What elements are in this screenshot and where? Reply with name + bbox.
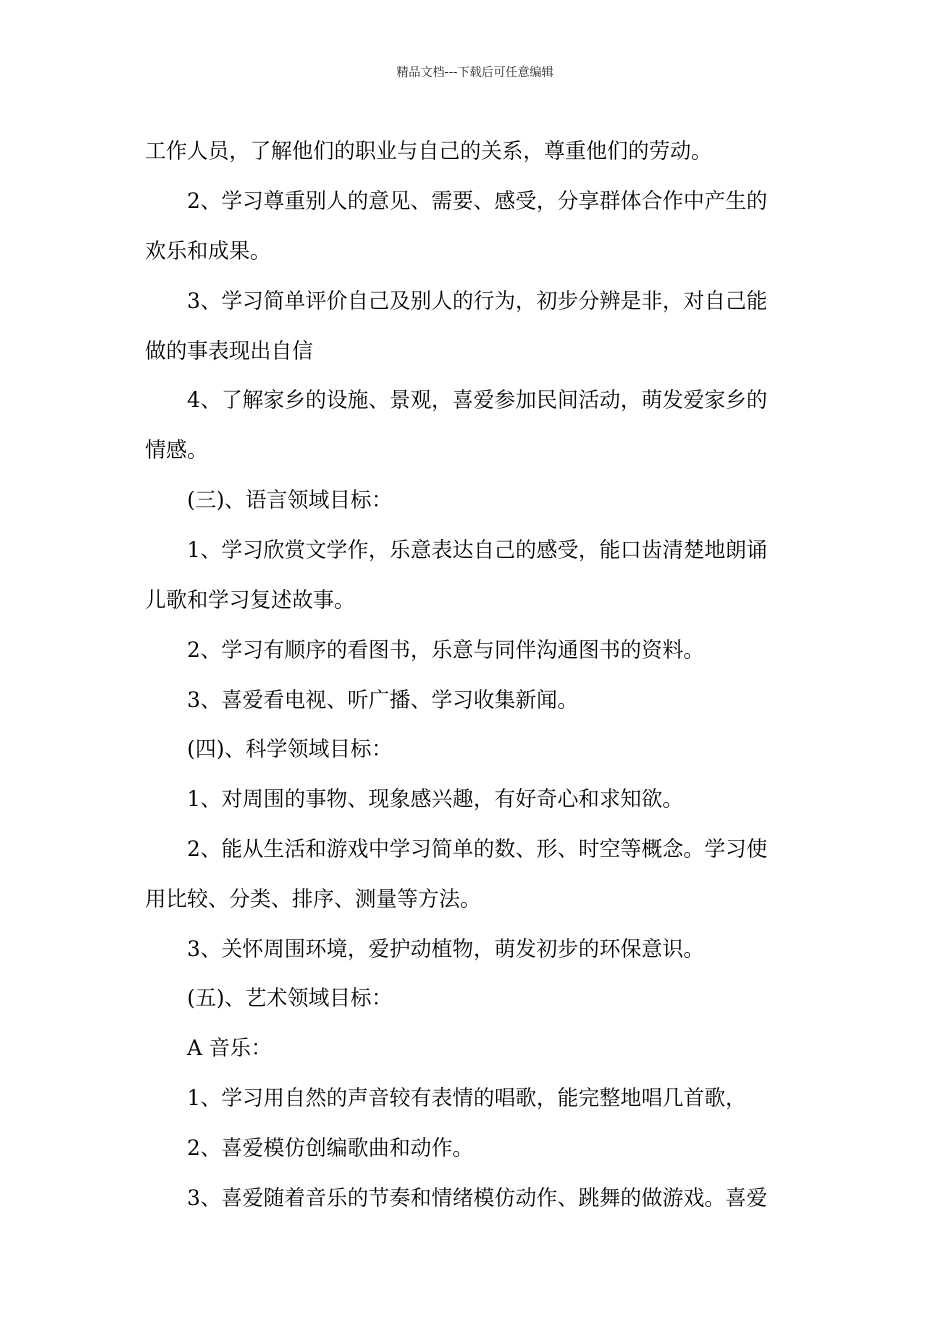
text-line: 用比较、分类、排序、测量等方法。 (145, 887, 481, 911)
text-line: 2、喜爱模仿创编歌曲和动作。 (187, 1136, 474, 1160)
text-line: 1、学习用自然的声音较有表情的唱歌，能完整地唱几首歌， (187, 1086, 747, 1110)
text-line: 2、学习有顺序的看图书，乐意与同伴沟通图书的资料。 (187, 638, 705, 662)
section-heading: (三)、语言领域目标： (187, 488, 393, 512)
text-line: 3、学习简单评价自己及别人的行为，初步分辨是非，对自己能 (187, 289, 768, 313)
text-line: 3、喜爱随着音乐的节奏和情绪模仿动作、跳舞的做游戏。喜爱 (187, 1186, 768, 1210)
text-line: 2、学习尊重别人的意见、需要、感受，分享群体合作中产生的 (187, 189, 768, 213)
page-header: 精品文档---下载后可任意编辑 (396, 65, 554, 79)
text-line: 情感。 (145, 438, 208, 462)
text-line: 4、了解家乡的设施、景观，喜爱参加民间活动，萌发爱家乡的 (187, 388, 768, 412)
section-heading: (四)、科学领域目标： (187, 737, 393, 761)
text-line: 欢乐和成果。 (145, 239, 271, 263)
text-line: 3、关怀周围环境，爱护动植物，萌发初步的环保意识。 (187, 937, 705, 961)
subsection-heading: A 音乐： (187, 1036, 272, 1060)
text-line: 3、喜爱看电视、听广播、学习收集新闻。 (187, 688, 579, 712)
text-line: 1、学习欣赏文学作，乐意表达自己的感受，能口齿清楚地朗诵 (187, 538, 768, 562)
text-line: 儿歌和学习复述故事。 (145, 588, 355, 612)
text-line: 工作人员，了解他们的职业与自己的关系，尊重他们的劳动。 (145, 139, 712, 163)
text-line: 1、对周围的事物、现象感兴趣，有好奇心和求知欲。 (187, 787, 684, 811)
section-heading: (五)、艺术领域目标： (187, 986, 393, 1010)
text-line: 2、能从生活和游戏中学习简单的数、形、时空等概念。学习使 (187, 837, 768, 861)
text-line: 做的事表现出自信 (145, 339, 313, 363)
